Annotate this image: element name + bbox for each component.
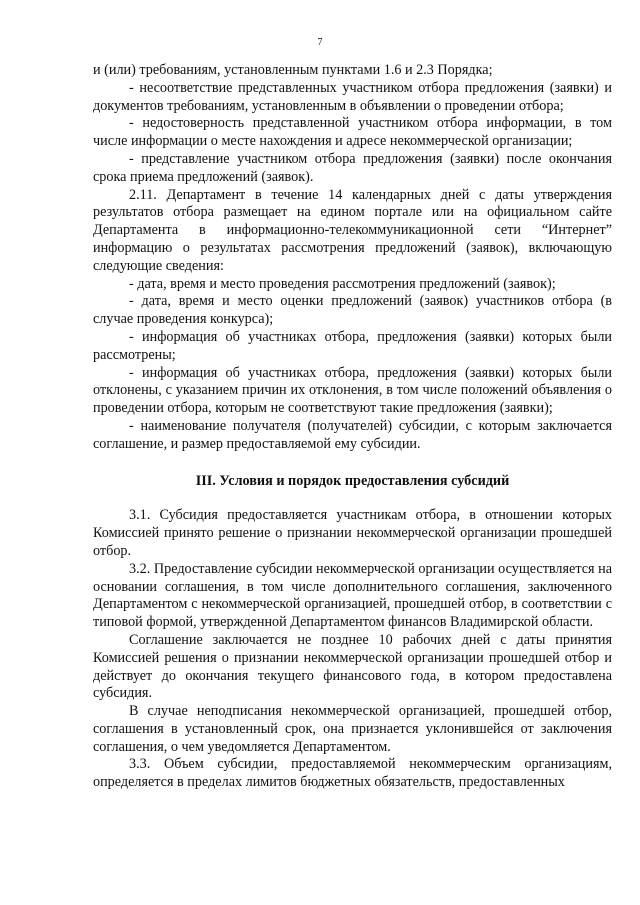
paragraph: Соглашение заключается не позднее 10 рабочих дней с даты принятия Комиссией решения о признании некоммерческой организации прошедшей отбор и действует до окончания текущего финансового года, в котором предоставлена субсидия. — [93, 631, 612, 702]
paragraph: - дата, время и место проведения рассмотрения предложений (заявок); — [129, 275, 556, 292]
paragraph: - дата, время и место оценки предложений (заявок) участников отбора (в случае проведения конкурса); — [93, 293, 612, 328]
paragraph: 3.3. Объем субсидии, предоставляемой некоммерческим организациям, определяется в пределах лимитов бюджетных обязательств, предоставленных — [93, 756, 612, 791]
document-body — [93, 62, 612, 792]
paragraph: - информация об участниках отбора, предложения (заявки) которых были рассмотрены; — [93, 328, 612, 363]
paragraph: 3.1. Субсидия предоставляется участникам отбора, в отношении которых Комиссией принято решение о признании некоммерческой организации прошедшей отбор. — [93, 507, 612, 559]
paragraph: - информация об участниках отбора, предложения (заявки) которых были отклонены, с указанием причин их отклонения, в том числе положений объявления о проведении отбора, которым не соответствуют такие предложения (заявки); — [93, 364, 612, 417]
paragraph: - недостоверность представленной участником отбора информации, в том числе информации о месте нахождения и адресе некоммерческой организации; — [93, 115, 612, 150]
page-number: 7 — [317, 37, 323, 48]
paragraph: - несоответствие представленных участником отбора предложения (заявки) и документов требованиям, установленным в объявлении о проведении отбора; — [93, 79, 612, 114]
paragraph: В случае неподписания некоммерческой организацией, прошедшей отбор, соглашения в установленный срок, она признается уклонившейся от заключения соглашения, о чем уведомляется Департаментом. — [93, 703, 612, 755]
paragraph: и (или) требованиям, установленным пунктами 1.6 и 2.3 Порядка; — [93, 62, 493, 78]
paragraph: 2.11. Департамент в течение 14 календарных дней с даты утверждения результатов отбора размещает на едином портале или на официальном сайте Департамента в информационно-телекоммуникационной сети “Интернет” информацию о результатах рассмотрения предложений (заявок), включающую следующие сведения: — [93, 186, 612, 274]
paragraph: - наименование получателя (получателей) субсидии, с которым заключается соглашение, и размер предоставляемой ему субсидии. — [93, 417, 612, 452]
section-heading: III. Условия и порядок предоставления субсидий — [195, 472, 510, 489]
paragraph: 3.2. Предоставление субсидии некоммерческой организации осуществляется на основании соглашения, в том числе дополнительного соглашения, заключенного Департаментом с некоммерческой организацией, прошедшей отбор, в соответствии с типовой формой, утвержденной Департаментом финансов Владимирской области. — [93, 560, 612, 631]
paragraph: - представление участником отбора предложения (заявки) после окончания срока приема предложений (заявок). — [93, 150, 612, 185]
